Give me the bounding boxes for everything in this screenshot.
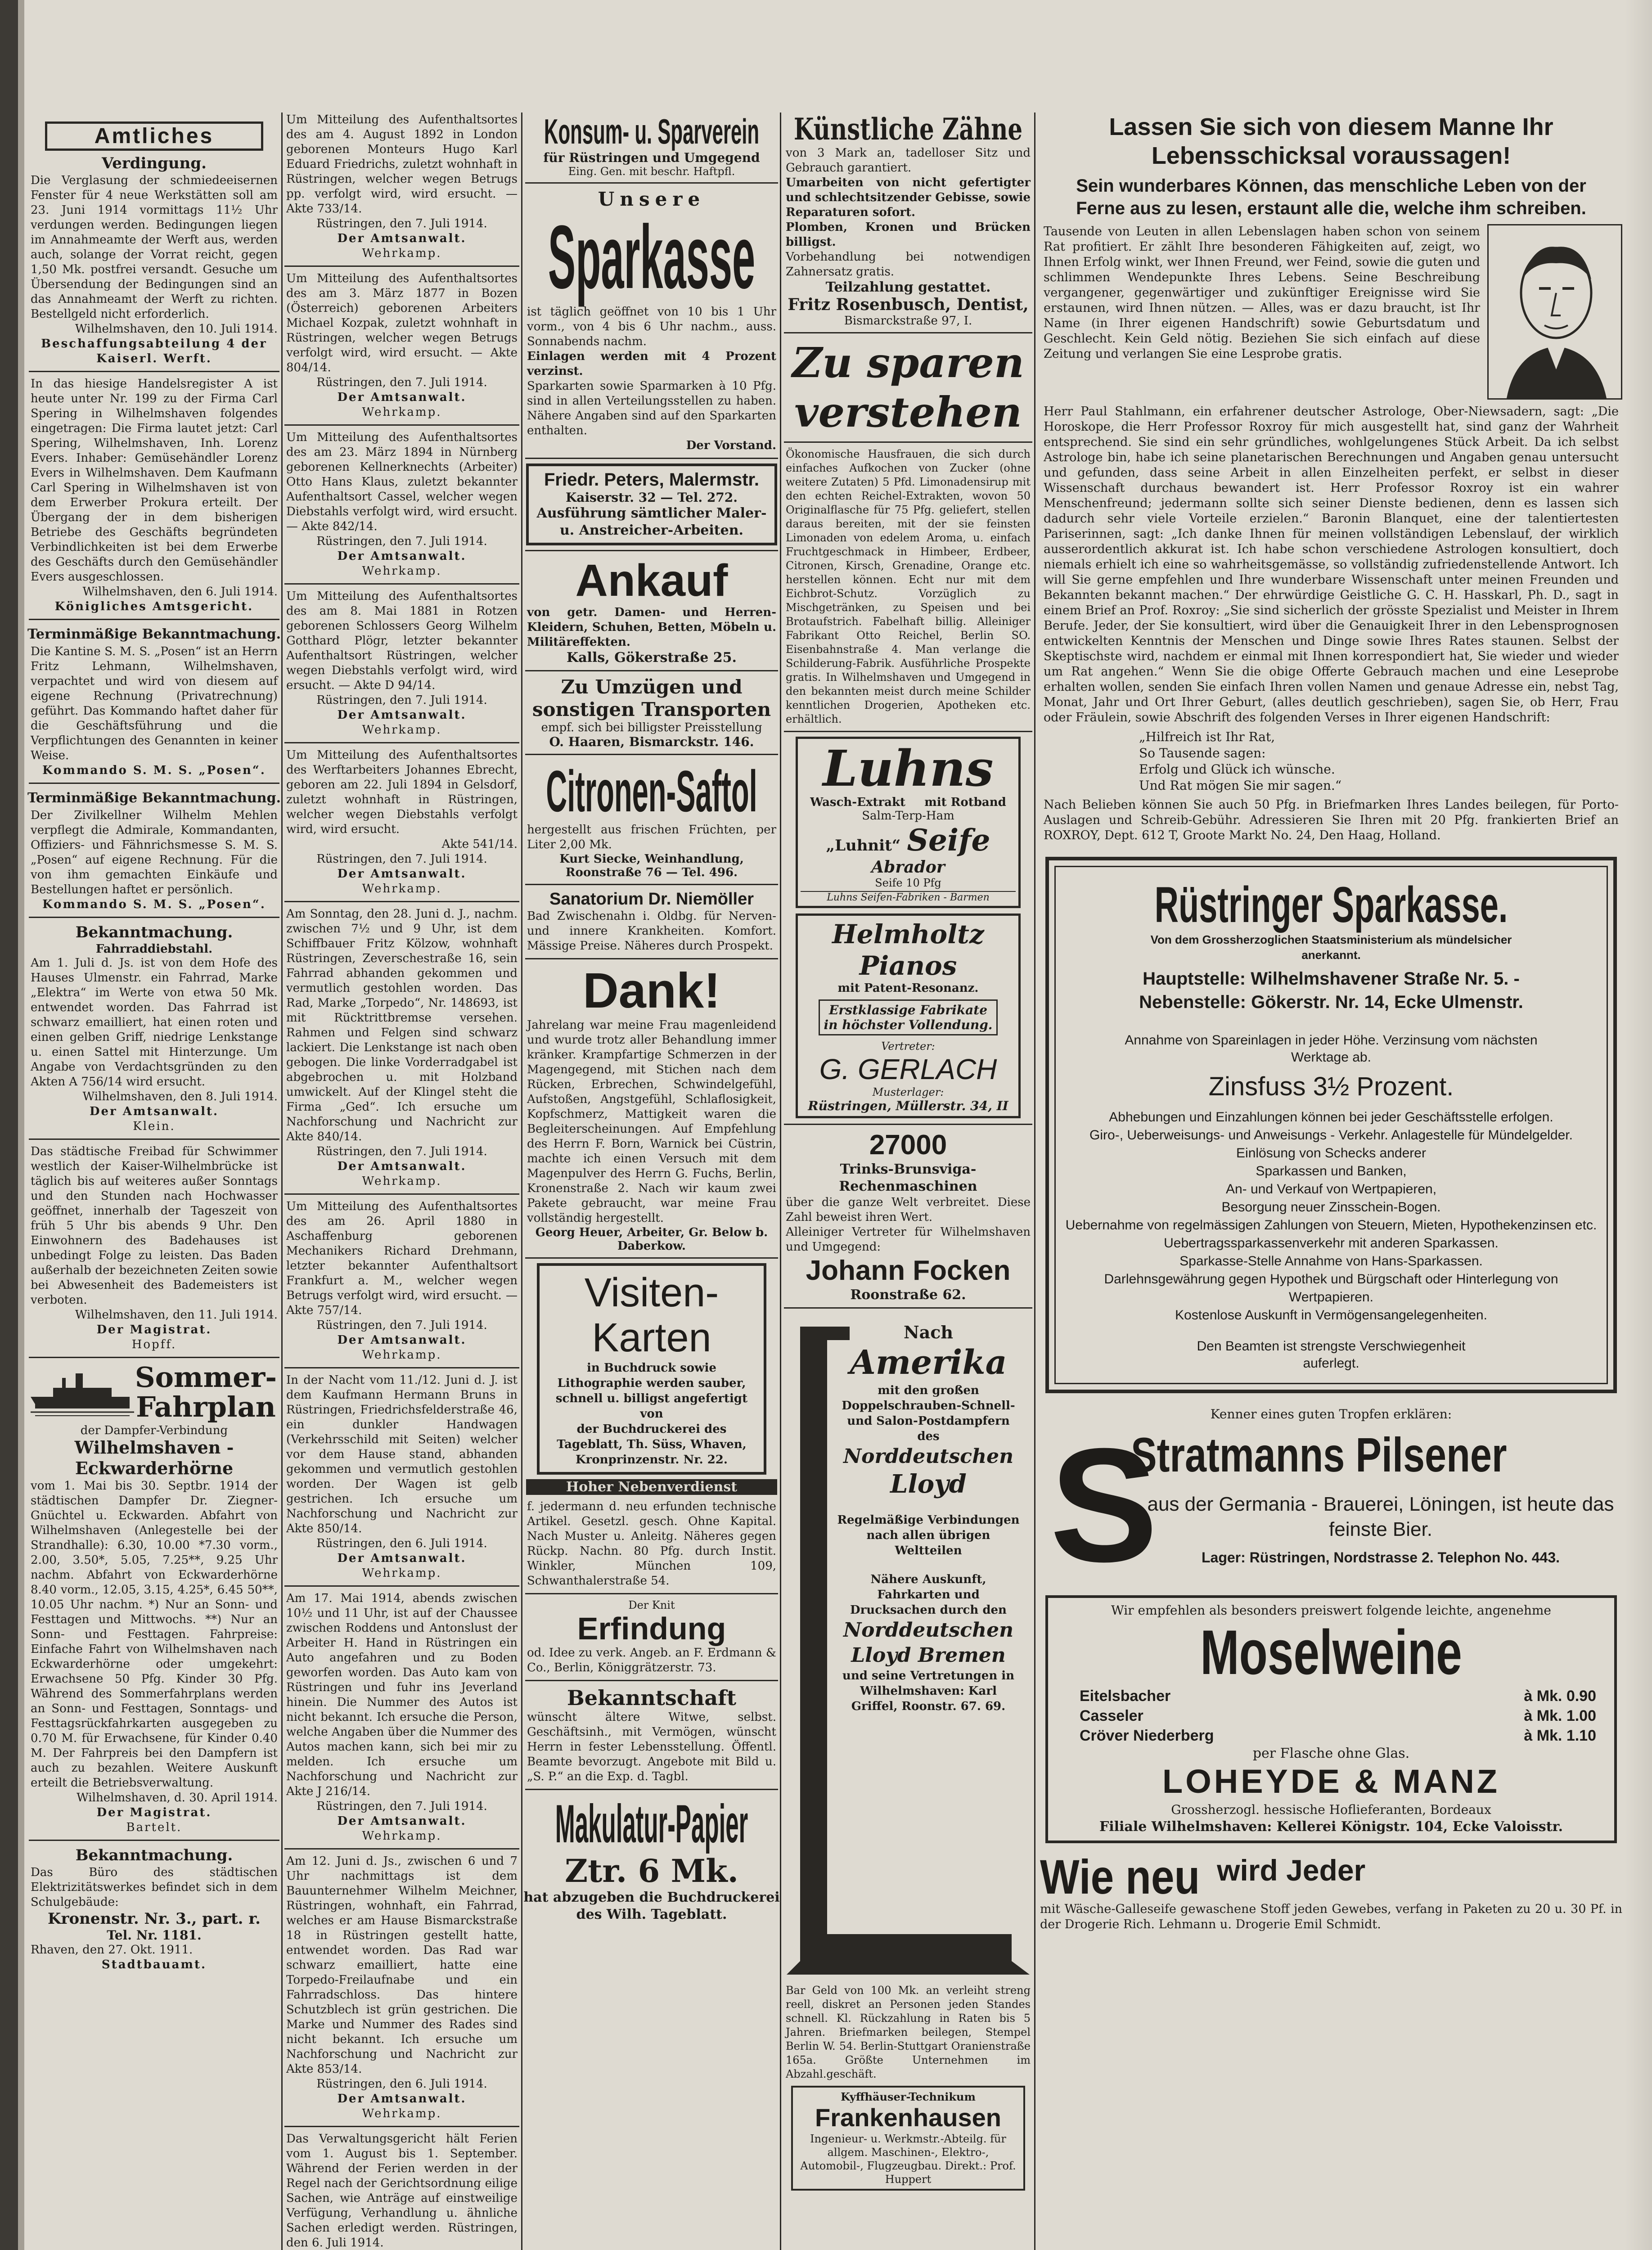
wanted-notice-name: Wehrkamp. bbox=[362, 2107, 442, 2120]
ad-stratmann-body: aus der Germania - Brauerei, Löningen, ist heute das feinste Bier. bbox=[1147, 1493, 1614, 1540]
wanted-notice-name: Wehrkamp. bbox=[362, 1566, 442, 1580]
mosel-wine-name: Eitelsbacher bbox=[1080, 1688, 1171, 1705]
wanted-notice-signature: Der Amtsanwalt. bbox=[337, 1160, 467, 1173]
ad-moselweine bbox=[1045, 1595, 1617, 1843]
notice-date: Wilhelmshaven, d. 30. April 1914. bbox=[77, 1791, 278, 1804]
divider bbox=[784, 1124, 1032, 1125]
wanted-notice-date: Rüstringen, den 7. Juli 1914. bbox=[316, 376, 487, 389]
verse-line: Erfolg und Glück ich wünsche. bbox=[1139, 762, 1335, 777]
ad-zaehne-body: von 3 Mark an, tadelloser Sitz und Gebrauch garantiert. bbox=[786, 146, 1031, 175]
divider bbox=[284, 1367, 519, 1368]
ad-luhns-logo: Luhns bbox=[823, 739, 994, 797]
notice-signature: Königliches Amtsgericht. bbox=[54, 600, 254, 613]
mosel-wine-row bbox=[1080, 1726, 1596, 1746]
ad-unsere: Unsere bbox=[598, 188, 706, 210]
divider bbox=[284, 266, 519, 267]
ad-stratmann-title: Stratmanns Pilsener bbox=[1131, 1427, 1507, 1482]
divider bbox=[525, 550, 778, 551]
ad-lloyd-body: mit den großen Doppelschrauben-Schnell- und Salon-Postdampfern des bbox=[842, 1384, 1015, 1443]
ad-makulatur-body: hat abzugeben die Buchdruckerei des Wilh. Tageblatt. bbox=[523, 1890, 780, 1922]
ferry-subtitle: der Dampfer-Verbindung bbox=[80, 1424, 228, 1437]
mosel-wine-name: Casseler bbox=[1080, 1707, 1143, 1724]
mosel-wine-price: à Mk. 1.00 bbox=[1524, 1707, 1596, 1724]
ad-brunsviga-rep: Alleiniger Vertreter für Wilhelmshaven und Umgegend: bbox=[786, 1225, 1031, 1254]
wanted-notice-akte: Akte 541/14. bbox=[441, 837, 518, 851]
ad-rsk-footer: Den Beamten ist strengste Verschwiegenheit auferlegt. bbox=[1197, 1339, 1466, 1371]
notice-body: Das Büro des städtischen Elektrizitätswerkes befindet sich in dem Schulgebäude: bbox=[31, 1866, 278, 1909]
wanted-notice-body: Um Mitteilung des Aufenthaltsortes des am 8. Mai 1881 in Rotzen geborenen Schlossers Georg Wilhelm Gotthard Plögr, letzter bekannter Aufenthaltsort Rüstringen, welcher wegen Diebstahls verfolgt wird, wird ersucht. — Akte D 94/14. bbox=[286, 590, 518, 692]
wanted-notice-body: Am 12. Juni d. Js., zwischen 6 und 7 Uhr nachmittags ist dem Bauunternehmer Wilhelm Meichner, Rüstringen, wohnhaft, ein Fahrrad, welches er am Hause Bismarckstraße 18 in Rüstringen gestellt hatte, entwendet worden. Das Rad war schwarz emailliert, hatte eine Torpedo-Freilaufnabe und ein Fahrradschloss. Das hintere Schutzblech ist grün gestrichen. Die Marke und Nummer des Rades sind nicht bekannt. Ich ersuche um Nachforschung und Nachricht zur Akte 853/14. bbox=[286, 1854, 518, 2076]
ad-peters-address: Kaiserstr. 32 — Tel. 272. bbox=[565, 490, 738, 505]
rsk-service-line: Einlösung von Schecks anderer bbox=[1236, 1146, 1426, 1161]
ad-luhns-text: Salm-Terp-Ham bbox=[862, 809, 954, 823]
ad-lloyd-body2: Regelmäßige Verbindungen nach allen übrigen Weltteilen bbox=[837, 1513, 1020, 1557]
rsk-service-line: Abhebungen und Einzahlungen können bei jeder Geschäftsstelle erfolgen. bbox=[1109, 1110, 1553, 1125]
ad-lloyd-name1: Norddeutschen bbox=[843, 1445, 1014, 1468]
verse-line: So Tausende sagen: bbox=[1139, 746, 1266, 760]
divider bbox=[784, 332, 1032, 333]
ad-lloyd-text bbox=[836, 1322, 1021, 1714]
ad-wieneu bbox=[1040, 1852, 1622, 1902]
mosel-wine-name: Cröver Niederberg bbox=[1080, 1727, 1214, 1744]
notice-signature: Der Magistrat. bbox=[96, 1323, 212, 1336]
verse-line: Und Rat mögen Sie mir sagen.“ bbox=[1139, 778, 1342, 793]
ad-dank-name: Georg Heuer, Arbeiter, Gr. Below b. Daberkow. bbox=[535, 1226, 768, 1253]
notice-body: Der Zivilkellner Wilhelm Mehlen verpflegt die Admirale, Kommandanten, Offiziers- und Fähnrichsmesse S. M. S. „Posen“ auf eigene Rechnung. Für die von ihm gemachten Einkäufe und Bestellungen haftet er persönlich. bbox=[31, 809, 278, 896]
ad-lloyd-name3: Norddeutschen Lloyd Bremen bbox=[843, 1619, 1014, 1667]
ad-piano-address: Rüstringen, Müllerstr. 34, II bbox=[808, 1098, 1008, 1113]
notice-name: Klein. bbox=[133, 1120, 176, 1133]
divider bbox=[29, 917, 279, 918]
portrait-icon bbox=[1489, 225, 1621, 398]
ad-wieneu-title: Wie neu bbox=[1040, 1850, 1200, 1904]
ad-piano-name: G. GERLACH bbox=[819, 1053, 997, 1085]
ad-piano-rep: Vertreter: bbox=[881, 1040, 935, 1053]
ad-dank-body: Jahrelang war meine Frau magenleidend und wurde trotz aller Behandlung immer kränker. Krampfartige Schmerzen in der Magengegend, mit Stichen nach dem Rücken, Erbrechen, Schwindelgefühl, Aufstoßen, Angstgefühl, Schlaflosigkeit, Kopfschmerz, Mattigkeit waren die Begleiterscheinungen. Auf Empfehlung des Herrn F. Born, Warnick bei Cüstrin, machte ich einen Versuch mit dem Magenpulver des Herrn G. Fuchs, Berlin, Kronenstraße 2. Nach wir kaum zwei Pakete gebraucht, war meine Frau vollständig hergestellt. bbox=[527, 1018, 776, 1225]
notice-subtitle: Fahrraddiebstahl. bbox=[95, 942, 213, 956]
divider bbox=[284, 1585, 519, 1587]
ad-stratmann-initial: S bbox=[1050, 1415, 1158, 1596]
wanted-notice-date: Rüstringen, den 7. Juli 1914. bbox=[316, 217, 487, 230]
ad-lloyd-body3: Nähere Auskunft, Fahrkarten und Drucksachen durch den bbox=[850, 1573, 1007, 1617]
mosel-wine-price: à Mk. 1.10 bbox=[1524, 1727, 1596, 1744]
rsk-service-line: Sparkasse-Stelle Annahme von Hans-Sparkassen. bbox=[1179, 1254, 1483, 1269]
ad-lloyd-name2: Lloyd bbox=[890, 1469, 967, 1499]
ad-sparkasse-sign: Der Vorstand. bbox=[686, 439, 776, 452]
ad-mosel-wines bbox=[1066, 1686, 1610, 1746]
ad-wieneu-title2: wird Jeder bbox=[1217, 1854, 1366, 1887]
ad-rsk-neben: Nebenstelle: Gökerstr. Nr. 14, Ecke Ulmenstr. bbox=[1139, 992, 1523, 1012]
ad-peters bbox=[526, 464, 777, 545]
ad-rsk-services bbox=[1065, 1108, 1598, 1324]
ad-lloyd-nach: Nach bbox=[903, 1322, 954, 1342]
divider bbox=[284, 1193, 519, 1195]
divider bbox=[525, 1257, 778, 1259]
ad-konsum-legal: Eing. Gen. mit beschr. Haftpfl. bbox=[568, 165, 735, 178]
wanted-notice-body: Um Mitteilung des Aufenthaltsortes des Werftarbeiters Johannes Ebrecht, geboren am 22. Juli 1894 in Gelsdorf, zuletzt wohnhaft in Rüstringen, welcher wegen Diebstahls verfolgt wird, wird ersucht. bbox=[286, 748, 518, 836]
ad-visiten-line1: Visiten- bbox=[584, 1270, 719, 1315]
wanted-notice-body: Um Mitteilung des Aufenthaltsortes des am 23. März 1894 in Nürnberg geborenen Kellnerknechts (Arbeiter) Otto Hans Klaus, zuletzt bekannter Aufenthaltsort Cassel, welcher wegen Diebstahls verfolgt wird, wird ersucht. — Akte 842/14. bbox=[286, 431, 518, 533]
notice-date: Wilhelmshaven, den 11. Juli 1914. bbox=[75, 1308, 278, 1322]
ad-wieneu-body: mit Wäsche-Galleseife gewaschene Stoff jeden Gewebes, verfang in Paketen zu 20 u. 30 Pf. in der Drogerie Rich. Lehmann u. Drogerie Emil Schmidt. bbox=[1040, 1902, 1622, 1931]
notice-signature: Stadtbauamt. bbox=[101, 1958, 207, 1971]
ad-visitenkarten bbox=[537, 1263, 766, 1475]
ad-kyff-head: Kyffhäuser-Technikum bbox=[841, 2090, 976, 2103]
ad-konsum-title: Konsum- u. Sparverein bbox=[544, 112, 760, 151]
ad-brunsviga-name: Johann Focken bbox=[806, 1255, 1011, 1286]
ad-zaehne-name: Fritz Rosenbusch, Dentist, bbox=[788, 295, 1029, 314]
notice-signature: Kommando S. M. S. „Posen“. bbox=[42, 898, 266, 911]
notice-title: Bekanntmachung. bbox=[75, 923, 233, 941]
ad-ankauf-body: von getr. Damen- und Herren-Kleidern, Schuhen, Betten, Möbeln u. Militäreffekten. bbox=[527, 606, 776, 649]
notice-signature: Beschaffungsabteilung 4 der Kaiserl. Werft. bbox=[41, 337, 267, 365]
ad-peters-title: Friedr. Peters, Malermstr. bbox=[544, 470, 759, 490]
ad-brunsviga-body: über die ganze Welt verbreitet. Diese Zahl beweist ihren Wert. bbox=[786, 1196, 1031, 1224]
mosel-wine-price: à Mk. 0.90 bbox=[1524, 1688, 1596, 1705]
rsk-service-line: An- und Verkauf von Wertpapieren, bbox=[1225, 1182, 1437, 1197]
ad-peters-body: Ausführung sämtlicher Maler- u. Anstreicher-Arbeiten. bbox=[536, 505, 767, 538]
ad-roxroy-body: Tausende von Leuten in allen Lebenslagen haben schon von seinem Rat profitiert. Er zählt Ihre besonderen Fähigkeiten auf, zeigt, wo Ihnen Erfolg winkt, wer Ihnen Freund, wer Feind, sowie die guten und schlimmen Wendepunkte Ihres Lebens. Seine Beschreibung vergangener, gegenwärtiger und zukünftiger Ereignisse wird Sie erstaunen, wird Ihnen nützen. — Alles, was er dazu braucht, ist Ihr Name (in Ihrer eigenen Handschrift) sowie Geburtsdatum und Geschlecht. Kein Geld nötig. Beziehen Sie sich einfach auf diese Zeitung und verlangen Sie eine Lesprobe gratis. bbox=[1044, 225, 1480, 361]
divider bbox=[284, 424, 519, 426]
wanted-notice-date: Rüstringen, den 7. Juli 1914. bbox=[316, 693, 487, 707]
rsk-service-line: Uebertragssparkassenverkehr mit anderen Sparkassen. bbox=[1164, 1236, 1499, 1251]
divider bbox=[284, 1848, 519, 1850]
wanted-notice-date: Rüstringen, den 7. Juli 1914. bbox=[316, 1800, 487, 1813]
wanted-notice-date: Rüstringen, den 6. Juli 1914. bbox=[316, 1537, 487, 1550]
divider bbox=[29, 783, 279, 784]
ad-ankauf-title: Ankauf bbox=[575, 555, 728, 606]
divider bbox=[784, 731, 1032, 732]
column-ads-4 bbox=[782, 112, 1034, 2250]
ad-stratmann bbox=[1045, 1415, 1617, 1596]
wanted-notice-body: Um Mitteilung des Aufenthaltsortes des am 4. August 1892 in London geborenen Monteurs Hugo Karl Eduard Friedrichs, zuletzt wohnhaft in Rüstringen, welcher wegen Betrugs pp. verfolgt wird, wird ersucht. — Akte 733/14. bbox=[286, 113, 518, 216]
ad-sparkasse-interest: Einlagen werden mit 4 Prozent verzinst. bbox=[527, 350, 776, 378]
page-edge bbox=[18, 0, 24, 2250]
ad-sparen-body: Ökonomische Hausfrauen, die sich durch einfaches Aufkochen von Zucker (ohne weitere Zutaten) 5 Pfd. Limonadensirup mit den echten Reichel-Extrakten, wovon 50 Originalflasche für 75 Pfg. geliefert, stellen daraus bereiten, mit der sie feinsten Limonaden von edelem Aroma, u. einfach Fruchtgeschmack in Himbeer, Erdbeer, Citronen, Kirsch, Grenadine, Orange etc. herstellen können. Echt nur mit dem Eichbrot-Schutz. Vorzüglich zu Mischgetränken, zu Speisen und bei Brotaufstrich. Fabelhaft billig. Alleiniger Fabrikant Otto Reichel, Berlin SO. Eisenbahnstraße 4. Man verlange die Schilderung-Fabrik. Ausführliche Prospekte gratis. In Wilhelmshaven und Umgegend in den bekannten meist durch meine Schilder kenntlichen Drogerien, Apotheken etc. erhältlich. bbox=[786, 448, 1031, 725]
notice-signature: Der Amtsanwalt. bbox=[89, 1105, 219, 1118]
divider bbox=[525, 458, 778, 459]
divider bbox=[284, 901, 519, 902]
ad-kyff-name: Frankenhausen bbox=[815, 2103, 1001, 2132]
divider bbox=[29, 619, 279, 620]
mosel-wine-row bbox=[1080, 1706, 1596, 1726]
wanted-notice-body: Am Sonntag, den 28. Juni d. J., nachm. zwischen 7½ und 9 Uhr, ist dem Schiffbauer Fritz Kölzow, wohnhaft Rüstringen, Zeverschestraße 16, sein Fahrrad abhanden gekommen und vermutlich gestohlen worden. Das Rad, Marke „Torpedo“, Nr. 148693, ist mit Rücktrittbremse versehen. Rahmen und Felgen sind schwarz lackiert. Die Lenkstange ist nach oben gebogen. Die linke Vorderradgabel ist abgebrochen u. mit Holzband umwickelt. Auf der Klingel steht die Firma „Ged“. Ich ersuche um Nachforschung und Nachricht zur Akte 840/14. bbox=[286, 907, 518, 1143]
ad-makulatur-price: Ztr. 6 Mk. bbox=[564, 1852, 739, 1890]
wanted-notice-date: Rüstringen, den 7. Juli 1914. bbox=[316, 1145, 487, 1158]
ad-stratmann-lager: Lager: Rüstringen, Nordstrasse 2. Telephon No. 443. bbox=[1201, 1549, 1560, 1566]
ferry-header bbox=[31, 1363, 278, 1422]
rsk-service-line: Uebernahme von regelmässigen Zahlungen von Steuern, Mieten, Hypothekenzinsen etc. bbox=[1065, 1218, 1597, 1233]
ad-nebenverdienst-title: Hoher Nebenverdienst bbox=[526, 1479, 777, 1495]
ad-luhns-row2 bbox=[801, 823, 1016, 858]
ad-rsk-haupt: Hauptstelle: Wilhelmshavener Straße Nr. 5. - bbox=[1143, 969, 1520, 989]
wanted-notice-body: Um Mitteilung des Aufenthaltsortes des am 26. April 1880 in Aschaffenburg geborenen Mechanikers Richard Drehmann, letzter bekannter Aufenthaltsort Frankfurt a. M., welcher wegen Betrugs verfolgt wird, wird ersucht. — Akte 757/14. bbox=[286, 1200, 518, 1317]
ad-mosel-per: per Flasche ohne Glas. bbox=[1252, 1746, 1410, 1761]
notice-address: Kronenstr. Nr. 3., part. r. bbox=[48, 1910, 261, 1928]
rsk-service-line: Darlehnsgewährung gegen Hypothek und Bürgschaft oder Hinterlegung von Wertpapieren. bbox=[1104, 1272, 1558, 1305]
ad-sparkasse-hours: ist täglich geöffnet von 10 bis 1 Uhr vorm., von 4 bis 6 Uhr nachm., auss. Sonnabends nachm. bbox=[527, 305, 776, 348]
ad-brunsviga-title: Trinks-Brunsviga-Rechenmaschinen bbox=[839, 1161, 977, 1194]
divider bbox=[29, 1138, 279, 1140]
page-shadow bbox=[1625, 0, 1652, 2250]
binding-edge bbox=[0, 0, 18, 2250]
ad-roxroy-subtitle: Sein wunderbares Können, das menschliche Leben von der Ferne aus zu lesen, erstaunt alle die, welche ihm schreiben. bbox=[1076, 176, 1586, 218]
section-header: Amtliches bbox=[45, 122, 263, 151]
wanted-notice-signature: Der Amtsanwalt. bbox=[337, 2092, 467, 2106]
ad-umzug-title: Zu Umzügen und sonstigen Transporten bbox=[532, 676, 771, 720]
ad-citronen-title: Citronen-Saftol bbox=[546, 758, 757, 824]
ad-ankauf-name: Kalls, Gökerstraße 25. bbox=[567, 650, 737, 666]
wanted-notice-signature: Der Amtsanwalt. bbox=[337, 1814, 467, 1828]
divider bbox=[525, 958, 778, 959]
ad-lloyd bbox=[787, 1313, 1030, 1979]
ad-sanatorium-body: Bad Zwischenahn i. Oldbg. für Nerven- und innere Krankheiten. Komfort. Mässige Preise. Näheres durch Prospekt. bbox=[527, 909, 776, 953]
wanted-notice-signature: Der Amtsanwalt. bbox=[337, 708, 467, 722]
wanted-notice-name: Wehrkamp. bbox=[362, 1174, 442, 1188]
ad-zaehne-teilzahlung: Teilzahlung gestattet. bbox=[825, 279, 991, 295]
ad-bekanntschaft-body: wünscht ältere Witwe, selbst. Geschäftsinh., mit Vermögen, wünscht Herrn in fester Lebensstellung. Öffentl. Beamte bevorzugt. Angebote mit Bild u. „S. P.“ an die Exp. d. Tagbl. bbox=[527, 1710, 776, 1783]
ad-brunsviga-address: Roonstraße 62. bbox=[850, 1287, 966, 1303]
ad-mosel-pre: Wir empfehlen als besonders preiswert folgende leichte, angenehme bbox=[1111, 1603, 1551, 1618]
ad-nebenverdienst-body: f. jedermann d. neu erfunden technische Artikel. Gesetzl. gesch. Ohne Kapital. Nach Muster u. Anleitg. Näheres gegen Rückp. Nachn. 80 Pfg. durch Instit. Winkler, München 109, Schwanthalerstraße 54. bbox=[527, 1500, 776, 1588]
column-rule bbox=[780, 112, 781, 2250]
ad-luhns-text: Seife 10 Pfg bbox=[875, 877, 941, 889]
ad-pianos bbox=[796, 914, 1021, 1118]
wanted-notice-name: Wehrkamp. bbox=[362, 564, 442, 578]
ad-dank-title: Dank! bbox=[583, 963, 720, 1018]
ad-luhns-row1 bbox=[801, 796, 1016, 809]
wanted-notice-signature: Der Amtsanwalt. bbox=[337, 232, 467, 245]
ad-luhns-text: Wasch-Extrakt bbox=[810, 796, 905, 809]
ad-rsk-zins: Zinsfuss 3½ Prozent. bbox=[1208, 1072, 1454, 1101]
column-ads-5 bbox=[1036, 112, 1626, 2250]
wanted-notice-signature: Der Amtsanwalt. bbox=[337, 549, 467, 563]
wanted-notice-body: Am 17. Mai 1914, abends zwischen 10½ und 11 Uhr, ist auf der Chaussee zwischen Roddens und Antonslust der Arbeiter H. Hand in Rüstringen ein Auto angefahren und zu Boden geworfen worden. Das Auto kam von Rüstringen und fuhr ins Jeverland hinein. Die Nummer des Autos ist nicht bekannt. Ich ersuche die Person, welche Angaben über die Nummer des Autos machen kann, sich bei mir zu melden. Ich ersuche um Nachforschung und Nachricht zur Akte J 216/14. bbox=[286, 1592, 518, 1798]
ad-roxroy-verse bbox=[1139, 729, 1622, 794]
notice-date: Wilhelmshaven, den 10. Juli 1914. bbox=[75, 322, 278, 336]
ad-erfindung-title: Erfindung bbox=[577, 1611, 726, 1646]
ad-makulatur-title: Makulatur-Papier bbox=[555, 1794, 748, 1854]
ad-piano-sub: mit Patent-Resonanz. bbox=[837, 981, 979, 995]
ad-zaehne-address: Bismarckstraße 97, I. bbox=[844, 314, 972, 328]
ad-roxroy bbox=[1040, 224, 1622, 843]
divider bbox=[284, 2126, 519, 2127]
wanted-notice-name: Wehrkamp. bbox=[362, 247, 442, 260]
ad-roxroy-testimonials: Herr Paul Stahlmann, ein erfahrener deutscher Astrologe, Ober-Niewsadern, sagt: „Die Horoskope, die Herr Professor Roxroy für mich ausgestellt hat, sind ganz der Wahrheit entsprechend. Sie sind ein sehr gründliches, wohlgelungenes Stück Arbeit. Da ich selbst Astrologe bin, habe ich seine planetarischen Berechnungen und Angaben genau untersucht und gefunden, dass seine Arbeit in allen Einzelheiten perfekt, er selbst in dieser Wissenschaft durchaus bewandert ist. Herr Professor Roxroy ist ein wahrer Menschenfreund; jedermann sollte sich seiner Dienste bedienen, denn es lassen sich dadurch sehr viele Vorteile erzielen.“ Baronin Blanquet, eine der talentiertesten Pariserinnen, sagt: „Ich danke Ihnen für meinen vollständigen Lebenslauf, der wirklich ausserordentlich akkurat ist. Ich habe schon verschiedene Astrologen konsultiert, doch niemals erhielt ich eine so wahrheitsgemässe, so vollständig zufriedenstellende Antwort. Ich will Sie gerne empfehlen und Ihre wunderbare Wissenschaft unter meinen Freunden und Bekannten bekannt machen.“ Der ehrwürdige Geistliche G. C. H. Hasskarl, Ph. D., sagt in einem Brief an Prof. Roxroy: „Sie sind sicherlich der grösste Spezialist und Meister in Ihrem Berufe. Jeder, der Sie konsultiert, wird über die Genauigkeit Ihrer in den Lebensprognosen entwickelten Kenntnis der Menschen und Dinge sowie Ihres Rates staunen. Selbst der Skeptischste wird, nachdem er einmal mit Ihnen korrespondiert hat, Sie wieder und wieder um Rat angehen.“ Wenn Sie die obige Offerte Gebrauch machen und eine Leseprobe erhalten wollen, senden Sie einfach Ihren vollen Namen und genaue Adresse ein, nebst Tag, Monat, Jahr und Ort Ihrer Geburt, (alles deutlich geschrieben), sagen Sie, ob Herr, Frau oder Fräulein, sowie Abschrift des folgenden Verses in Ihrer eigenen Handschrift: bbox=[1044, 405, 1619, 724]
wanted-notice-name: Wehrkamp. bbox=[362, 723, 442, 737]
notice-body: Am 1. Juli d. Js. ist von dem Hofe des Hauses Ulmenstr. ein Fahrrad, Marke „Elektra“ im Werte von etwa 50 Mk. entwendet worden. Das Fahrrad ist schwarz emailliert, hat einen roten und einen gelben Griff, niedrige Lenkstange u. einen Sattel mit Hinterzunge. Um Angabe von Verdachtsgründen zu den Akten A 756/14 wird ersucht. bbox=[31, 956, 278, 1089]
verse-line: „Hilfreich ist Ihr Rat, bbox=[1139, 729, 1275, 744]
notice-date: Wilhelmshaven, den 6. Juli 1914. bbox=[82, 585, 278, 598]
wanted-notice-name: Wehrkamp. bbox=[362, 882, 442, 896]
divider bbox=[284, 742, 519, 743]
wanted-notice-date: Rüstringen, den 6. Juli 1914. bbox=[316, 2077, 487, 2091]
ad-konsum-subtitle: für Rüstringen und Umgegend bbox=[543, 150, 760, 165]
roxroy-portrait bbox=[1487, 224, 1622, 400]
ad-sparkasse-body: Sparkarten sowie Sparmarken à 10 Pfg. sind in allen Verteilungsstellen zu haben. Nähere Angaben sind auf den Sparkarten enthalten. bbox=[527, 379, 776, 437]
wanted-notice-date: Rüstringen, den 7. Juli 1914. bbox=[316, 535, 487, 548]
divider bbox=[525, 1680, 778, 1681]
notice-title: Terminmäßige Bekanntmachung. bbox=[27, 626, 281, 642]
ad-citronen-name: Kurt Siecke, Weinhandlung, Roonstraße 76 — Tel. 496. bbox=[559, 852, 744, 879]
ad-citronen-body: hergestellt aus frischen Früchten, per Liter 2,00 Mk. bbox=[527, 823, 776, 851]
ad-kyffhaeuser bbox=[791, 2086, 1025, 2191]
wanted-notice-signature: Der Amtsanwalt. bbox=[337, 1333, 467, 1347]
ad-lloyd-body4: und seine Vertretungen in Wilhelmshaven: Karl Griffel, Roonstr. 67. 69. bbox=[842, 1669, 1015, 1713]
ad-bargeld: Bar Geld von 100 Mk. an verleiht streng reell, diskret an Personen jeden Standes schnell. Kl. Rückzahlung in Raten bis 5 Jahren. Briefmarken beilegen, Stempel Berlin W. 54. Berlin-Stuttgart Oranienstraße 165a. Größte Unternehmen im Abzahl.geschäft. bbox=[786, 1984, 1031, 2080]
ad-piano-lager: Musterlager: bbox=[872, 1086, 944, 1098]
mosel-wine-row bbox=[1080, 1686, 1596, 1706]
ad-rsk-title: Rüstringer Sparkasse. bbox=[1154, 877, 1508, 933]
ad-sparen-line1: Zu sparen bbox=[792, 338, 1024, 387]
ferry-title: Sommer-Fahrplan bbox=[135, 1361, 277, 1423]
divider bbox=[29, 1357, 279, 1358]
ad-visiten-line2: Karten bbox=[592, 1315, 711, 1360]
ad-piano-brand: Helmholtz Pianos bbox=[832, 919, 984, 981]
ad-mosel-filiale: Filiale Wilhelmshaven: Kellerei Königstr. 104, Ecke Valoisstr. bbox=[1099, 1819, 1563, 1835]
divider bbox=[525, 670, 778, 671]
divider bbox=[525, 1789, 778, 1790]
wanted-notice-body: Das Verwaltungsgericht hält Ferien vom 1. August bis 1. September. Während der Ferien werden in der Regel nach der Gerichtsordnung eilige Sachen, wie Anträge auf einstweilige Verfügung, Verhandlung u. ähnliche Sachen erledigt werden. Rüstringen, den 6. Juli 1914. bbox=[286, 2132, 518, 2250]
notice-title: Verdingung. bbox=[101, 154, 207, 172]
notice-signature: Kommando S. M. S. „Posen“. bbox=[42, 764, 266, 777]
rsk-service-line: Giro-, Ueberweisungs- und Anweisungs - Verkehr. Anlagestelle für Mündelgelder. bbox=[1089, 1128, 1573, 1143]
ad-erfindung-pre: Der Knit bbox=[628, 1599, 675, 1611]
wanted-notice-signature: Der Amtsanwalt. bbox=[337, 1552, 467, 1565]
ad-sanatorium-title: Sanatorium Dr. Niemöller bbox=[549, 890, 754, 909]
divider bbox=[29, 371, 279, 372]
divider bbox=[525, 884, 778, 885]
notice-body: In das hiesige Handelsregister A ist heute unter Nr. 199 zu der Firma Carl Spering in Wilhelmshaven folgendes eingetragen: Die Firma lautet jetzt: Carl Spering, Wilhelmshaven, Inh. Lorenz Evers. Inhaber: Gemüsehändler Lorenz Evers in Wilhelmshaven. Dem Kaufmann Carl Spering in Wilhelmshaven ist von dem Erwerber Prokura erteilt. Der Übergang der in dem bisherigen Betriebe des Geschäfts begründeten Verbindlichkeiten ist bei dem Erwerbe des Geschäfts durch den Gemüsehändler Evers ausgeschlossen. bbox=[31, 377, 278, 584]
ad-mosel-firm: LOHEYDE & MANZ bbox=[1162, 1763, 1500, 1800]
divider bbox=[784, 441, 1032, 443]
ad-visiten-name: der Buchdruckerei des Tageblatt, Th. Süss, Whaven, Kronprinzenstr. Nr. 22. bbox=[557, 1422, 747, 1467]
ad-piano-box: Erstklassige Fabrikate in höchster Vollendung. bbox=[819, 999, 998, 1035]
notice-phone: Tel. Nr. 1181. bbox=[107, 1928, 202, 1943]
column-wanted-notices bbox=[283, 112, 521, 2250]
ad-luhns-text: mit Rotband bbox=[924, 796, 1006, 809]
column-official-notices bbox=[27, 112, 281, 2250]
ad-mosel-firm-sub: Grossherzogl. hessische Hoflieferanten, Bordeaux bbox=[1171, 1802, 1491, 1817]
notice-body: Das städtische Freibad für Schwimmer westlich der Kaiser-Wilhelmbrücke ist täglich bis auf weiteres außer Sonntags und den Stunden nach Hochwasser geöffnet, innerhalb der Tageszeit von früh 5 Uhr bis abends 9 Uhr. Den Einwohnern des Badehauses ist unbedingt Folge zu leisten. Das Baden außerhalb der bezeichneten Zeiten sowie bei Abwesenheit des Bademeisters ist verboten. bbox=[31, 1145, 278, 1307]
notice-body: Die Kantine S. M. S. „Posen“ ist an Herrn Fritz Lehmann, Wilhelmshaven, verpachtet und wird von diesem auf eigene Rechnung (Privatrechnung) geführt. Das Kommando haftet daher für die Geschäftsführung und die Verpflichtungen des Genannten in keiner Weise. bbox=[31, 645, 278, 762]
ad-rsk-body1: Annahme von Spareinlagen in jeder Höhe. Verzinsung vom nächsten Werktage ab. bbox=[1125, 1033, 1538, 1065]
divider bbox=[784, 1307, 1032, 1309]
ad-mosel-title: Moselweine bbox=[1200, 1617, 1462, 1688]
ad-brunsviga-number: 27000 bbox=[869, 1130, 947, 1161]
ad-luhns-text: Seife bbox=[907, 823, 990, 858]
wanted-notice-signature: Der Amtsanwalt. bbox=[337, 867, 467, 881]
wanted-notice-name: Wehrkamp. bbox=[362, 405, 442, 419]
ad-zaehne-body2: Umarbeiten von nicht gefertigter und schlechtsitzender Gebisse, sowie Reparaturen sofort. bbox=[786, 176, 1031, 219]
notice-body: Die Verglasung der schmiedeeisernen Fenster für 4 neue Werkstätten soll am 23. Juni 1914 vormittags 11½ Uhr verdungen werden. Bedingungen liegen im Annahmeamte der Werft aus, werden auch, solange der Vorrat reicht, gegen 1,50 Mk. postfrei versandt. Gesuche um Übersendung der Bedingungen sind an das Annahmeamt der Werft zu richten. Bestellgeld nicht erforderlich. bbox=[31, 174, 278, 321]
ad-roxroy-footer: Nach Belieben können Sie auch 50 Pfg. in Briefmarken Ihres Landes beilegen, für Porto-Auslagen und Schreib-Gebühr. Adressieren Sie Ihren mit 20 Pfg. frankierten Brief an ROXROY, Dept. 612 T, Groote Markt No. 24, Den Haag, Holland. bbox=[1044, 798, 1619, 842]
divider bbox=[525, 754, 778, 755]
wanted-notice-name: Wehrkamp. bbox=[362, 1348, 442, 1362]
column-ads-3 bbox=[523, 112, 780, 2250]
ad-umzug-body: empf. sich bei billigster Preisstellung bbox=[541, 721, 762, 734]
ad-luhns-text: „Luhnit“ bbox=[826, 837, 901, 855]
ad-sparkasse-title: Sparkasse bbox=[548, 207, 756, 307]
ad-zaehne-body4: Vorbehandlung bei notwendigen Zahnersatz gratis. bbox=[786, 250, 1031, 279]
ad-umzug-name: O. Haaren, Bismarckstr. 146. bbox=[549, 734, 754, 749]
ad-luhns-footer: Luhns Seifen-Fabriken - Barmen bbox=[801, 891, 1016, 903]
wanted-notice-body: In der Nacht vom 11./12. Juni d. J. ist dem Kaufmann Hermann Bruns in Rüstringen, Friedrichsfelderstraße 46, ein dunkler Handwagen (Verkehrsschild mit Seiten) welcher vor dem Hause stand, abhanden gekommen und vermutlich gestohlen worden. Der Wagen ist gelb gestrichen. Ich ersuche um Nachforschung und Nachricht zur Akte 850/14. bbox=[286, 1373, 518, 1535]
ad-lloyd-amerika: Amerika bbox=[850, 1343, 1007, 1382]
steamship-icon bbox=[31, 1365, 134, 1419]
notice-name: Bartelt. bbox=[126, 1821, 182, 1834]
rsk-service-line: Sparkassen und Banken, bbox=[1256, 1164, 1407, 1179]
wanted-notice-date: Rüstringen, den 7. Juli 1914. bbox=[316, 1318, 487, 1332]
notice-name: Hopff. bbox=[131, 1338, 177, 1351]
notice-signature: Der Magistrat. bbox=[96, 1806, 212, 1819]
wanted-notice-signature: Der Amtsanwalt. bbox=[337, 391, 467, 404]
ad-luhns bbox=[796, 737, 1021, 908]
ferry-schedule: vom 1. Mai bis 30. Septbr. 1914 der städtischen Dampfer Dr. Ziegner-Gnüchtel u. Eckwarden. Abfahrt von Wilhelmshaven (Anlegestelle bei der Strandhalle): 6.30, 10.00 *7.30 vorm., 2.00, 3.50*, 5.05, 7.25**, 9.25 Uhr nachm. Abfahrt von Eckwarderhörne 8.40 vorm., 12.05, 3.15, 4.25*, 6.45 50**, 10.05 Uhr nachm. *) Nur an Sonn- und Festtagen und Mittwochs. **) Nur an Sonn- und Festtagen. Fahrpreise: Einfache Fahrt von Wilhelmshaven nach Eckwarderhörne oder umgekehrt: Erwachsene 50 Pfg. Kinder 30 Pfg. Während des Sommerfahrplans werden an Sonn- und Festtagen, Sonntags- und Festtagsrückfahrkarten ausgegeben zu 0.70 M. für Erwachsene, für Kinder 0.40 M. Der Fahrpreis bei den Dampfern ist auch zu bezahlen. Weitere Auskunft erteilt die Betriebsverwaltung. bbox=[31, 1479, 278, 1790]
ferry-route: Wilhelmshaven - Eckwarderhörne bbox=[74, 1437, 234, 1478]
wanted-notice-name: Wehrkamp. bbox=[362, 1829, 442, 1843]
notice-title: Bekanntmachung. bbox=[75, 1846, 233, 1864]
ad-roxroy-title: Lassen Sie sich von diesem Manne Ihr Lebensschicksal voraussagen! bbox=[1109, 113, 1553, 169]
wanted-notice-date: Rüstringen, den 7. Juli 1914. bbox=[316, 852, 487, 866]
ad-zaehne-title: Künstliche Zähne bbox=[793, 112, 1023, 147]
notice-title: Terminmäßige Bekanntmachung. bbox=[27, 790, 281, 806]
notice-date: Rhaven, den 27. Okt. 1911. bbox=[31, 1943, 193, 1957]
column-rule bbox=[1034, 112, 1035, 2250]
ad-luhns-text: Abrador bbox=[871, 858, 945, 877]
rsk-service-line: Kostenlose Auskunft in Vermögensangelegenheiten. bbox=[1175, 1308, 1487, 1323]
ad-kyff-body: Ingenieur- u. Werkmstr.-Abteilg. für allgem. Maschinen-, Elektro-, Automobil-, Flugzeugbau. Direkt.: Prof. Huppert bbox=[800, 2133, 1016, 2186]
rsk-service-line: Besorgung neuer Zinsschein-Bogen. bbox=[1221, 1200, 1441, 1215]
notice-date: Wilhelmshaven, den 8. Juli 1914. bbox=[82, 1090, 278, 1103]
ad-rsk-subtitle: Von dem Grossherzoglichen Staatsministerium als mündelsicher anerkannt. bbox=[1150, 933, 1512, 962]
divider bbox=[284, 583, 519, 585]
ad-bekanntschaft-title: Bekanntschaft bbox=[567, 1686, 737, 1710]
divider bbox=[525, 182, 778, 184]
ad-ruestringer-sparkasse bbox=[1045, 857, 1617, 1393]
column-rule bbox=[521, 112, 522, 2250]
ad-erfindung-body: od. Idee zu verk. Angeb. an F. Erdmann & Co., Berlin, Königgrätzerstr. 73. bbox=[527, 1646, 776, 1674]
wanted-notice-body: Um Mitteilung des Aufenthaltsortes des am 3. März 1877 in Bozen (Österreich) geborenen Arbeiters Michael Kozpak, zuletzt wohnhaft in Rüstringen, welcher wegen Betrugs verfolgt wird, wird ersucht. — Akte 804/14. bbox=[286, 272, 518, 374]
ad-zaehne-body3: Plomben, Kronen und Brücken billigst. bbox=[786, 220, 1031, 249]
wanted-notice-list bbox=[283, 112, 521, 2250]
ad-visiten-body: in Buchdruck sowie Lithographie werden sauber, schnell u. billigst angefertigt von bbox=[555, 1361, 748, 1421]
divider bbox=[29, 1840, 279, 1841]
divider bbox=[525, 1593, 778, 1594]
ad-sparen-line2: verstehen bbox=[794, 388, 1022, 436]
ad-stratmann-pre: Kenner eines guten Tropfen erklären: bbox=[1210, 1407, 1452, 1422]
